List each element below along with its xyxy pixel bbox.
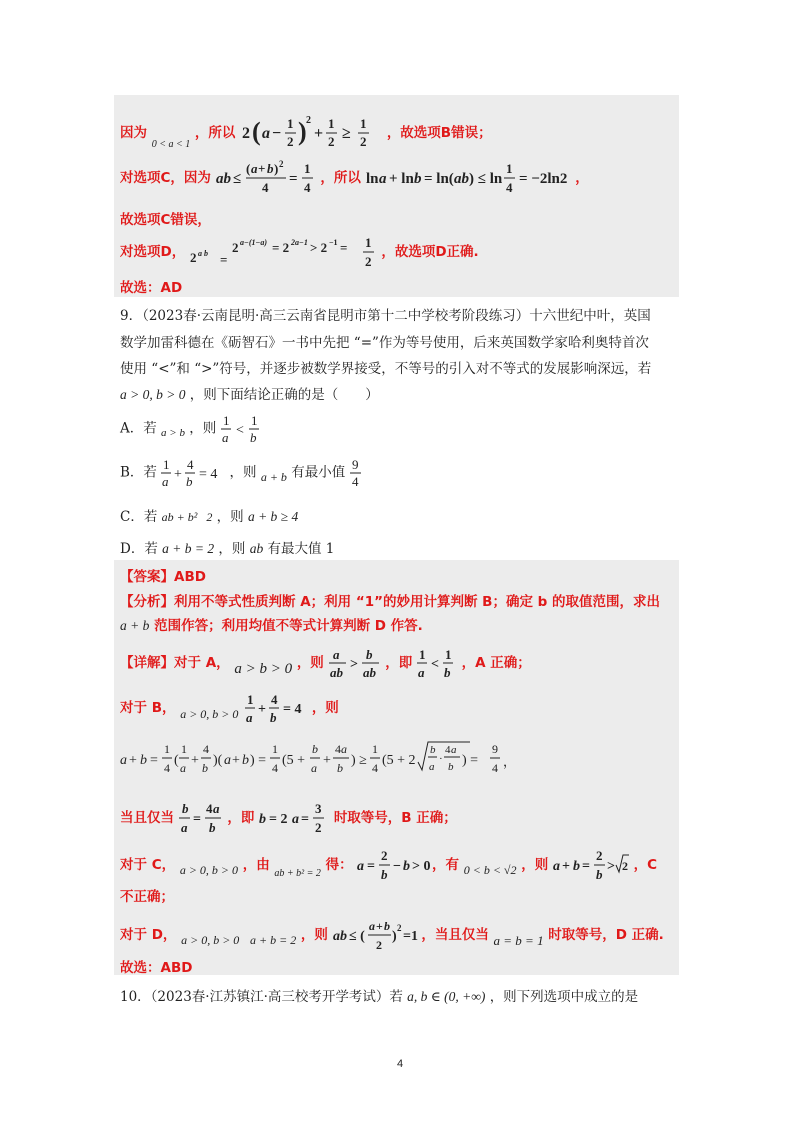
option-a [120,412,265,446]
svg-text:+: + [191,753,199,768]
svg-text:a: a [246,710,253,725]
text: 因为 [120,125,147,141]
svg-text:a: a [451,744,457,756]
svg-text:= 4: = 4 [283,702,302,717]
math-inline: a > b [161,426,185,439]
svg-text:1: 1 [247,692,254,707]
svg-text:1: 1 [164,742,170,756]
svg-text:a: a [341,742,347,756]
svg-text:4: 4 [164,761,170,775]
text: ，所以 [320,170,361,186]
svg-text:2: 2 [328,134,335,149]
text: 10．（2023春·江苏镇江·高三校考开学考试）若 [120,989,403,1005]
svg-text:≥: ≥ [342,125,351,142]
svg-text:1: 1 [328,116,335,131]
text: 【分析】利用不等式性质判断 A；利用 “1”的妙用计算判断 B；确定 b 的取值范围，求出 [120,594,661,610]
svg-text:b: b [381,867,388,882]
option-d [120,537,334,557]
svg-text:<: < [430,657,439,672]
detail-line [120,690,339,726]
svg-text:=: = [288,171,298,187]
text: 数学加雷科德在《砺智石》一书中先把 “=”作为等号使用，后来英国数学家哈利奥特首次 [120,335,649,351]
text: 不正确； [120,889,174,905]
svg-text:a: a [311,761,317,775]
math-inline: a > 0, b > 0 [180,707,239,721]
svg-text:−1: −1 [328,238,338,247]
option-c [120,505,298,525]
svg-text:−: − [272,125,282,142]
text: ，A 正确； [461,655,531,671]
svg-text:ab: ab [215,171,231,187]
svg-text:= 2: = 2 [271,240,290,255]
solution-line [120,232,479,272]
page-number: 4 [396,1058,404,1070]
math-expression [243,690,307,726]
svg-text:)(: )( [213,753,223,768]
svg-text:=: = [367,859,376,874]
svg-text:3: 3 [315,801,322,816]
math-inline: 0 < b < √2 [463,863,517,877]
svg-text:≤: ≤ [232,171,241,187]
solution-line [120,113,492,153]
svg-text:+: + [561,859,570,874]
svg-text:(5 + 2: (5 + 2 [382,753,416,768]
svg-text:a: a [552,859,560,874]
svg-text:b: b [595,867,603,882]
svg-text:> 2: > 2 [309,240,328,255]
svg-text:a: a [180,761,186,775]
detail-line [120,645,531,681]
solution-line [120,158,589,198]
svg-text:b: b [403,859,411,874]
svg-text:1: 1 [418,647,426,662]
text: ，则 [216,509,244,525]
option-b [120,456,364,490]
svg-text:4: 4 [351,474,359,489]
svg-text:2: 2 [621,859,628,873]
question-line [120,304,651,324]
svg-text:1: 1 [222,413,230,428]
svg-text:> 0: > 0 [412,859,431,874]
math-inline: ab + b² = 2 [274,868,321,879]
text: ， [575,170,589,186]
svg-text:−: − [393,859,402,874]
svg-text:b: b [443,665,451,680]
option-label: B．若 [120,464,157,481]
svg-text:) =: ) = [462,753,479,768]
svg-text:a: a [224,753,231,768]
svg-text:+: + [258,702,267,717]
svg-text:ab: ab [362,665,376,680]
svg-text:+: + [174,467,183,482]
math-expression [363,232,377,272]
text: ，则 [296,655,324,671]
text: 对于 D， [120,927,177,943]
question-line [120,357,651,377]
svg-text:1: 1 [163,457,170,472]
text: 当且仅当 [120,810,174,826]
svg-text:) ≤ ln: ) ≤ ln [468,171,502,187]
text: 范围作答；利用均值不等式计算判断 D 作答. [154,618,423,634]
svg-text:4: 4 [203,742,209,756]
svg-text:a: a [368,919,375,933]
svg-text:b: b [413,171,422,187]
svg-text:ab: ab [332,929,347,944]
math-expression [259,798,329,838]
math-expression [329,645,381,681]
svg-text:a: a [292,812,300,827]
detail-line [120,845,657,885]
math-expression [161,456,225,490]
svg-text:+: + [129,753,137,768]
svg-text:b: b [266,161,274,176]
text: 对于 B， [120,700,176,716]
svg-text:a: a [332,647,340,662]
math-expression [240,113,382,153]
svg-text:1: 1 [505,161,513,176]
svg-text:=: = [339,240,348,255]
math-expression [333,915,417,955]
svg-text:4: 4 [272,761,278,775]
svg-text:4: 4 [445,744,451,756]
svg-text:a: a [378,171,387,187]
option-label: C．若 [120,509,158,525]
svg-text:2: 2 [189,250,197,265]
svg-text:1: 1 [181,742,187,756]
text: ，所以 [194,125,236,141]
text: 时取等号，B 正确； [333,810,457,826]
math-expression [357,845,431,885]
svg-text:2: 2 [375,938,382,952]
math-inline: a + b ≥ 4 [247,509,299,524]
math-inline: a + b = 2 [250,933,297,947]
text: ，则下列选项中成立的是 [489,989,639,1005]
answer-text: 【答案】ABD [120,569,206,585]
text: 时取等号，D 正确. [548,927,664,943]
math-expression [179,798,223,838]
math-inline: 0 < a < 1 [151,139,191,150]
svg-text:a b: a b [197,249,208,258]
solution-line [120,276,182,296]
svg-text:b: b [572,859,580,874]
svg-text:ln: ln [365,171,379,187]
svg-text:b: b [242,753,249,768]
math-expression [120,738,490,782]
svg-text:<: < [235,423,244,438]
text: ，即 [385,655,413,671]
svg-text:a: a [162,474,169,489]
text: ，则 [229,464,257,481]
text: ，即 [227,810,255,826]
svg-text:=: = [301,812,310,827]
text: ，C [633,857,658,873]
svg-text:·: · [439,753,443,765]
svg-text:b: b [249,430,257,445]
svg-text:≤ (: ≤ ( [348,929,365,944]
svg-text:b: b [383,919,390,933]
svg-text:a−(1−a): a−(1−a) [239,238,267,247]
svg-text:=: = [192,812,201,827]
svg-text:=1: =1 [402,929,418,944]
svg-text:>: > [349,657,358,672]
math-expression [221,412,265,446]
svg-text:b: b [365,647,373,662]
svg-text:b: b [181,801,189,816]
question-line [120,985,638,1005]
detail-line [120,915,664,955]
svg-text:a: a [120,753,127,768]
svg-text:1: 1 [364,235,372,250]
math-expression [216,158,316,198]
svg-text:4: 4 [505,180,513,195]
text: 有最小值 [291,464,346,481]
text: 使用 “<”和 “>”符号，并逐步被数学界接受，不等号的引入对不等式的发展影响深远，若 [120,361,652,377]
svg-text:1: 1 [287,116,294,131]
text: 故选项C错误， [120,212,211,228]
svg-text:ab: ab [453,171,469,187]
svg-text:b: b [186,474,193,489]
svg-text:(: ( [174,753,179,768]
text: ，则 [189,420,217,437]
math-inline: a > 0, b > 0 [179,863,239,877]
math-inline: a + b [120,618,150,633]
analysis-line [120,590,660,610]
svg-text:+ ln: + ln [388,171,414,187]
svg-text:(: ( [252,117,261,146]
math-inline: ab + b² 2 [161,510,213,524]
math-expression [366,158,571,198]
svg-text:(: ( [245,161,250,176]
text: ，当且仅当 [421,927,489,943]
text: ，则 [311,700,339,716]
math-inline: a + b [260,469,287,484]
analysis-line [120,614,423,634]
svg-text:=: = [150,753,158,768]
svg-text:2: 2 [242,125,251,142]
svg-text:，: ， [503,754,517,769]
math-inline: a = b = 1 [493,933,544,948]
svg-text:) =: ) = [250,753,267,768]
text: 对于 C， [120,857,176,873]
svg-text:4: 4 [303,180,311,195]
math-expression [190,232,360,272]
text: 故选：ABD [120,960,193,976]
svg-text:>: > [606,859,615,874]
svg-text:a: a [221,430,229,445]
svg-text:b: b [312,742,318,756]
text: 有最大值 1 [267,541,335,557]
svg-text:(5 +: (5 + [282,753,306,768]
svg-text:4: 4 [271,692,278,707]
text: 对选项D， [120,244,186,260]
math-inline: ab [249,541,264,556]
detail-line [120,798,457,838]
svg-text:4: 4 [492,761,499,775]
math-inline: a > 0, b > 0 [120,387,186,402]
text: 9．（2023春·云南昆明·高三云南省昆明市第十二中学校考阶段练习）十六世纪中叶，英国 [120,308,651,324]
answer-line [120,565,206,585]
svg-text:a: a [250,161,258,176]
svg-text:= ln(: = ln( [423,171,454,187]
svg-text:+: + [375,919,383,933]
svg-text:a: a [262,125,271,142]
svg-text:2a−1: 2a−1 [290,238,308,247]
svg-text:2: 2 [231,240,239,255]
svg-text:4: 4 [187,457,194,472]
final-answer-line [120,956,192,976]
svg-text:+: + [323,753,331,768]
svg-text:= 4: = 4 [199,467,218,482]
svg-text:b: b [270,710,277,725]
text: ，则下面结论正确的是（ ） [189,387,379,403]
svg-text:a: a [212,801,220,816]
svg-text:1: 1 [444,647,452,662]
svg-text:2: 2 [381,848,388,863]
svg-text:4: 4 [261,180,269,195]
text: 对选项C，因为 [120,170,211,186]
option-label: D．若 [120,541,158,557]
svg-text:b: b [259,812,267,827]
question-line [120,383,379,403]
svg-text:1: 1 [372,742,378,756]
svg-text:2: 2 [595,848,603,863]
svg-text:=: = [219,252,228,267]
math-inline: a + b = 2 [162,541,215,556]
svg-text:4: 4 [335,742,341,756]
text: ，由 [242,857,270,873]
text: ，故选项B错误； [386,125,492,141]
svg-text:2: 2 [287,134,294,149]
svg-text:2: 2 [360,134,367,149]
text: ，故选项D正确. [381,244,479,260]
svg-text:2: 2 [315,820,322,835]
svg-text:1: 1 [250,413,258,428]
svg-text:b: b [202,761,208,775]
svg-text:a: a [429,761,435,773]
svg-text:= −2ln2: = −2ln2 [518,171,567,187]
svg-text:b: b [337,761,343,775]
svg-text:b: b [448,761,454,773]
svg-text:2: 2 [364,254,372,269]
svg-text:4: 4 [372,761,378,775]
text: ，则 [521,857,549,873]
svg-text:1: 1 [272,742,278,756]
math-expression [490,738,517,782]
svg-text:2: 2 [278,159,284,169]
svg-text:): ) [298,117,307,146]
math-inline: a, b ∈ (0, +∞) [407,989,486,1004]
math-expression [553,845,629,885]
svg-text:a: a [417,665,425,680]
svg-text:+: + [257,161,266,176]
svg-text:) ≥: ) ≥ [351,753,367,768]
svg-text:b: b [208,820,216,835]
text: 得： [325,857,353,873]
svg-text:9: 9 [492,742,499,756]
math-expression [350,456,364,490]
svg-text:): ) [391,929,397,944]
svg-text:1: 1 [360,116,367,131]
svg-text:1: 1 [303,161,311,176]
text: ，有 [432,857,460,873]
option-label: A．若 [120,420,157,437]
svg-text:2: 2 [306,115,312,126]
svg-text:+: + [232,753,240,768]
svg-text:2: 2 [396,923,402,933]
svg-text:b: b [140,753,147,768]
svg-text:a: a [180,820,188,835]
question-line [120,331,649,351]
svg-text:4: 4 [205,801,213,816]
svg-text:= 2: = 2 [269,812,288,827]
svg-text:ab: ab [329,665,343,680]
svg-text:): ) [273,161,278,176]
math-inline: a > b > 0 [234,661,293,677]
text: ，则 [300,927,328,943]
math-expression [417,645,457,681]
svg-text:b: b [430,744,436,756]
text: 故选：AD [120,280,183,296]
text: 【详解】对于 A， [120,655,230,671]
svg-text:=: = [581,859,590,874]
svg-text:+: + [314,125,324,142]
equation-line [120,738,517,786]
math-inline: a > 0, b > 0 [181,933,240,947]
detail-line [120,885,174,905]
svg-text:9: 9 [351,457,359,472]
solution-line [120,208,211,228]
text: ，则 [218,541,246,557]
svg-text:a: a [357,859,365,874]
